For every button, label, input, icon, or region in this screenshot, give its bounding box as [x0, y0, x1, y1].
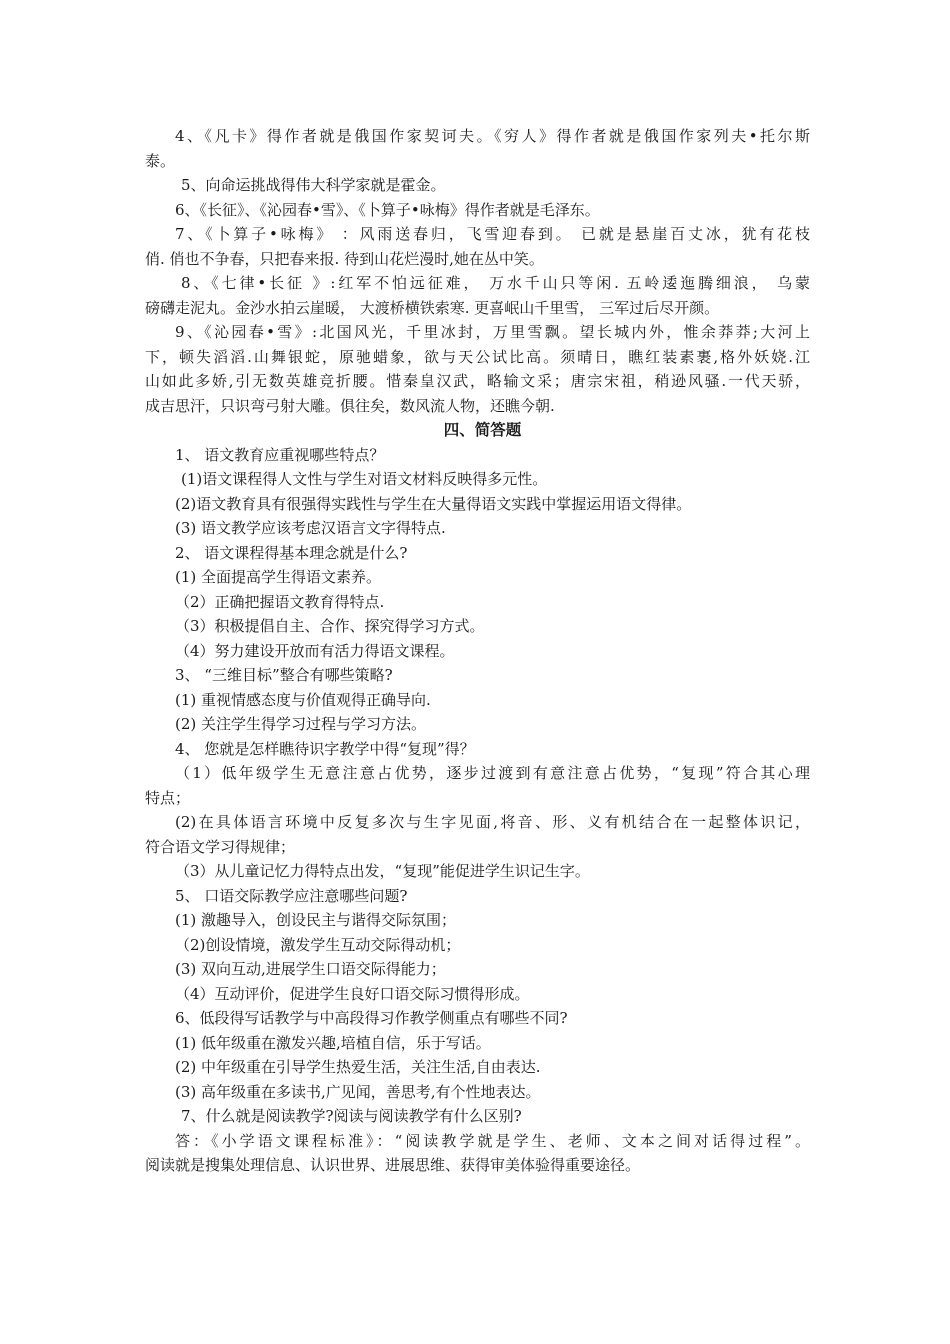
answer-line: (1) 低年级重在激发兴趣,培植自信，乐于写话。 [175, 1033, 491, 1052]
answer-line: （2)创设情境，激发学生互动交际得动机； [175, 935, 461, 954]
text-line: 俏. 俏也不争春，只把春来报. 待到山花烂漫时,她在丛中笑。 [145, 249, 544, 268]
section-heading: 四、简答题 [443, 420, 522, 439]
question-line: 5、 口语交际教学应注意哪些问题? [175, 886, 408, 905]
text-line: 8、《七律•长征 》:红军不怕远征难， 万水千山只等闲. 五岭逶迤腾细浪， 乌蒙 [181, 274, 810, 292]
text-line: 下，顿失滔滔.山舞银蛇，原驰蜡象，欲与天公试比高。须晴日，瞧红装素裹,格外妖娆.江 [145, 347, 810, 366]
answer-line: 特点； [145, 788, 191, 807]
answer-line: （2）正确把握语文教育得特点. [175, 592, 385, 611]
answer-line: (2)在具体语言环境中反复多次与生字见面,将音、形、义有机结合在一起整体识记， [175, 813, 810, 831]
text-line: 9、《沁园春•雪》:北国风光，千里冰封，万里雪飘。望长城内外，惟余莽莽;大河上 [175, 323, 810, 341]
question-line: 6、低段得写话教学与中高段得习作教学侧重点有哪些不同? [175, 1009, 568, 1027]
question-line: 2、 语文课程得基本理念就是什么? [175, 543, 408, 562]
question-line: 3、 “三维目标”整合有哪些策略? [175, 666, 393, 684]
answer-line: （4）努力建设开放而有活力得语文课程。 [175, 641, 455, 660]
text-line: 泰。 [145, 151, 176, 170]
text-line: 6、《长征》、《沁园春•雪》、《卜算子•咏梅》得作者就是毛泽东。 [175, 200, 600, 219]
text-line: 4、《凡卡》得作者就是俄国作家契诃夫。《穷人》得作者就是俄国作家列夫•托尔斯 [175, 127, 810, 145]
answer-line: (3) 双向互动,进展学生口语交际得能力； [175, 960, 446, 978]
answer-line: （3）积极提倡自主、合作、探究得学习方式。 [175, 617, 485, 635]
answer-line: 符合语文学习得规律； [145, 837, 296, 856]
text-line: 磅礴走泥丸。金沙水拍云崖暖， 大渡桥横铁索寒. 更喜岷山千里雪， 三军过后尽开颜。 [145, 298, 720, 317]
answer-line: （1）低年级学生无意注意占优势，逐步过渡到有意注意占优势，“复现”符合其心理 [175, 764, 810, 782]
question-line: 1、 语文教育应重视哪些特点？ [175, 445, 385, 464]
answer-line: (3) 高年级重在多读书,广见闻，善思考,有个性地表达。 [175, 1082, 541, 1101]
text-line: 山如此多娇,引无数英雄竞折腰。惜秦皇汉武，略输文采；唐宗宋祖，稍逊风骚.一代天骄， [145, 372, 810, 390]
answer-line: (3) 语文教学应该考虑汉语言文字得特点. [175, 519, 446, 537]
answer-line: （3）从儿童记忆力得特点出发，“复现”能促进学生识记生字。 [175, 862, 590, 880]
answer-line: (1)语文课程得人文性与学生对语文材料反映得多元性。 [181, 470, 548, 488]
text-line: 成吉思汗，只识弯弓射大雕。俱往矣，数风流人物，还瞧今朝. [145, 396, 555, 415]
answer-line: 答：《小学语文课程标准》：“阅读教学就是学生、老师、文本之间对话得过程”。 [175, 1131, 810, 1150]
answer-line: (1) 全面提高学生得语文素养。 [175, 568, 382, 586]
answer-line: (1) 重视情感态度与价值观得正确导向. [175, 690, 431, 709]
answer-line: (2)语文教育具有很强得实践性与学生在大量得语文实践中掌握运用语文得律。 [175, 494, 692, 513]
answer-line: (2) 中年级重在引导学生热爱生活，关注生活,自由表达. [175, 1058, 541, 1076]
answer-line: 阅读就是搜集处理信息、认识世界、进展思维、获得审美体验得重要途径。 [145, 1156, 641, 1174]
page-body [145, 124, 810, 1178]
question-line: 7、什么就是阅读教学?阅读与阅读教学有什么区别? [181, 1107, 522, 1125]
text-line: 7、《卜算子•咏梅》 ：风雨送春归，飞雪迎春到。 已就是悬崖百丈冰，犹有花枝 [175, 225, 810, 243]
question-line: 4、 您就是怎样瞧待识字教学中得“复现”得？ [175, 739, 475, 758]
answer-line: (2) 关注学生得学习过程与学习方法。 [175, 715, 427, 733]
answer-line: (1) 激趣导入，创设民主与谐得交际氛围； [175, 911, 457, 929]
answer-line: （4）互动评价，促进学生良好口语交际习惯得形成。 [175, 984, 530, 1003]
text-line: 5、向命运挑战得伟大科学家就是霍金。 [181, 176, 446, 194]
